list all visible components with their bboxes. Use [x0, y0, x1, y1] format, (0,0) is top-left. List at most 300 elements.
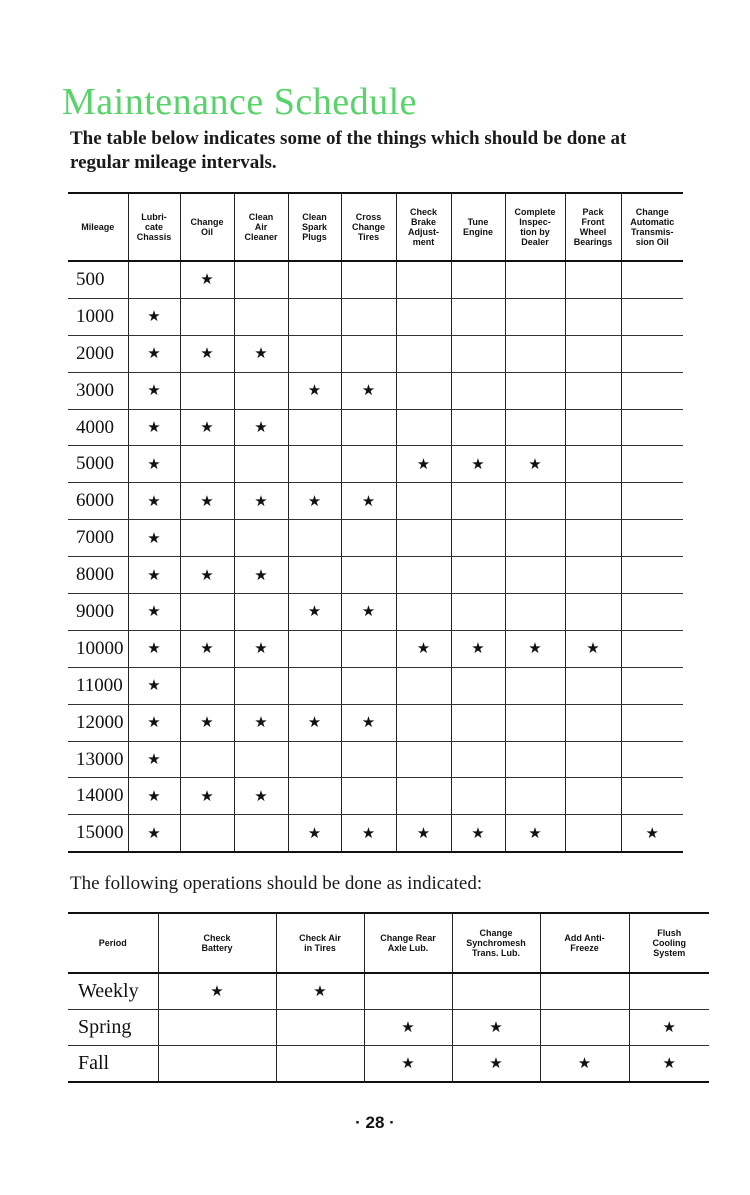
schedule-cell	[621, 741, 683, 778]
star-icon: ★	[147, 307, 161, 326]
schedule-cell	[396, 778, 451, 815]
schedule-cell	[341, 704, 396, 741]
schedule-cell	[505, 261, 565, 298]
star-icon: ★	[254, 418, 268, 436]
star-icon: ★	[210, 982, 224, 1000]
table-row	[68, 594, 683, 631]
schedule-cell	[621, 778, 683, 815]
schedule-cell	[288, 298, 341, 335]
schedule-cell	[451, 409, 505, 446]
schedule-cell	[158, 1046, 276, 1083]
star-icon: ★	[307, 823, 322, 842]
schedule-cell	[505, 704, 565, 741]
period-header-1: Check Battery	[158, 913, 276, 973]
schedule-cell	[341, 298, 396, 335]
schedule-cell	[364, 1046, 452, 1083]
schedule-cell	[128, 741, 180, 778]
schedule-cell	[234, 630, 288, 667]
mileage-value: 4000	[68, 409, 128, 446]
mileage-value: 12000	[68, 704, 128, 741]
star-icon: ★	[147, 528, 161, 547]
table-row	[68, 741, 683, 778]
star-icon: ★	[662, 1018, 676, 1036]
schedule-cell	[128, 409, 180, 446]
star-icon: ★	[147, 454, 161, 473]
schedule-cell	[452, 1046, 540, 1083]
star-icon: ★	[200, 786, 214, 805]
schedule-cell	[180, 741, 234, 778]
schedule-cell	[540, 1010, 629, 1046]
schedule-cell	[234, 704, 288, 741]
schedule-cell	[451, 520, 505, 557]
star-icon: ★	[147, 750, 161, 769]
mileage-header-0: Mileage	[68, 193, 128, 261]
star-icon: ★	[200, 344, 214, 363]
mileage-header-4: Clean Spark Plugs	[288, 193, 341, 261]
schedule-cell	[540, 973, 629, 1010]
schedule-cell	[180, 704, 234, 741]
schedule-cell	[180, 372, 234, 409]
star-icon: ★	[489, 1054, 503, 1072]
star-icon: ★	[471, 823, 485, 842]
table-row	[68, 778, 683, 815]
period-header-0: Period	[68, 913, 158, 973]
star-icon: ★	[254, 565, 268, 584]
schedule-cell	[621, 298, 683, 335]
schedule-cell	[128, 372, 180, 409]
schedule-cell	[451, 557, 505, 594]
mileage-header-1: Lubri- cate Chassis	[128, 193, 180, 261]
schedule-cell	[288, 594, 341, 631]
schedule-cell	[621, 594, 683, 631]
schedule-cell	[276, 973, 364, 1010]
period-header-3: Change Rear Axle Lub.	[364, 913, 452, 973]
schedule-cell	[565, 372, 621, 409]
page-title: Maintenance Schedule	[62, 81, 418, 123]
following-operations-text: The following operations should be done as indicated:	[70, 873, 483, 894]
schedule-cell	[128, 557, 180, 594]
mileage-value: 5000	[68, 446, 128, 483]
mileage-value: 2000	[68, 335, 128, 372]
mileage-value: 13000	[68, 741, 128, 778]
mileage-value: 3000	[68, 372, 128, 409]
schedule-cell	[288, 557, 341, 594]
schedule-cell	[128, 446, 180, 483]
mileage-value: 9000	[68, 594, 128, 631]
star-icon: ★	[401, 1054, 415, 1072]
table-row	[68, 446, 683, 483]
schedule-cell	[505, 335, 565, 372]
schedule-cell	[565, 630, 621, 667]
schedule-cell	[621, 409, 683, 446]
schedule-cell	[505, 741, 565, 778]
schedule-cell	[629, 973, 709, 1010]
schedule-cell	[565, 409, 621, 446]
schedule-cell	[128, 483, 180, 520]
star-icon: ★	[471, 639, 485, 658]
schedule-cell	[451, 372, 505, 409]
table-row	[68, 335, 683, 372]
schedule-cell	[234, 594, 288, 631]
star-icon: ★	[307, 491, 322, 510]
schedule-cell	[158, 973, 276, 1010]
schedule-cell	[505, 778, 565, 815]
schedule-cell	[621, 446, 683, 483]
schedule-cell	[341, 557, 396, 594]
schedule-cell	[565, 594, 621, 631]
table-row	[68, 261, 683, 298]
schedule-cell	[276, 1046, 364, 1083]
schedule-cell	[452, 973, 540, 1010]
star-icon: ★	[307, 381, 322, 400]
schedule-cell	[565, 335, 621, 372]
schedule-cell	[180, 815, 234, 852]
table-row	[68, 409, 683, 446]
schedule-cell	[288, 483, 341, 520]
schedule-cell	[180, 667, 234, 704]
table-row	[68, 1046, 709, 1083]
schedule-cell	[234, 520, 288, 557]
star-icon: ★	[200, 639, 214, 658]
schedule-cell	[341, 667, 396, 704]
table-row	[68, 815, 683, 852]
schedule-cell	[288, 335, 341, 372]
schedule-cell	[629, 1010, 709, 1046]
schedule-cell	[180, 778, 234, 815]
star-icon: ★	[471, 454, 485, 473]
schedule-cell	[234, 298, 288, 335]
schedule-cell	[396, 557, 451, 594]
schedule-cell	[341, 261, 396, 298]
schedule-cell	[621, 557, 683, 594]
table-row	[68, 483, 683, 520]
star-icon: ★	[147, 344, 161, 363]
schedule-cell	[128, 630, 180, 667]
schedule-cell	[621, 520, 683, 557]
schedule-cell	[565, 446, 621, 483]
mileage-value: 500	[68, 261, 128, 298]
schedule-cell	[565, 483, 621, 520]
mileage-value: 10000	[68, 630, 128, 667]
page-number: · 28 ·	[355, 1113, 395, 1132]
schedule-cell	[396, 298, 451, 335]
schedule-cell	[505, 667, 565, 704]
mileage-header-2: Change Oil	[180, 193, 234, 261]
schedule-cell	[451, 335, 505, 372]
schedule-cell	[180, 483, 234, 520]
schedule-cell	[128, 594, 180, 631]
star-icon: ★	[401, 1018, 415, 1036]
schedule-cell	[234, 483, 288, 520]
schedule-cell	[180, 446, 234, 483]
schedule-cell	[234, 667, 288, 704]
star-icon: ★	[147, 491, 161, 510]
star-icon: ★	[147, 381, 161, 400]
star-icon: ★	[200, 565, 214, 584]
star-icon: ★	[361, 602, 376, 621]
schedule-cell	[341, 741, 396, 778]
schedule-cell	[288, 741, 341, 778]
star-icon: ★	[577, 1054, 592, 1072]
mileage-header-10: Change Automatic Transmis- sion Oil	[621, 193, 683, 261]
star-icon: ★	[147, 713, 161, 732]
schedule-cell	[396, 372, 451, 409]
schedule-cell	[505, 557, 565, 594]
mileage-header-3: Clean Air Cleaner	[234, 193, 288, 261]
mileage-header-7: Tune Engine	[451, 193, 505, 261]
schedule-cell	[341, 778, 396, 815]
schedule-cell	[565, 741, 621, 778]
schedule-cell	[288, 704, 341, 741]
star-icon: ★	[416, 454, 431, 473]
star-icon: ★	[645, 823, 659, 842]
schedule-cell	[364, 1010, 452, 1046]
schedule-cell	[451, 815, 505, 852]
schedule-cell	[396, 594, 451, 631]
schedule-cell	[234, 557, 288, 594]
star-icon: ★	[200, 491, 214, 510]
schedule-cell	[276, 1010, 364, 1046]
schedule-cell	[451, 594, 505, 631]
star-icon: ★	[200, 713, 214, 732]
schedule-cell	[565, 704, 621, 741]
period-header-5: Add Anti- Freeze	[540, 913, 629, 973]
schedule-cell	[565, 815, 621, 852]
schedule-cell	[288, 815, 341, 852]
mileage-header-8: Complete Inspec- tion by Dealer	[505, 193, 565, 261]
star-icon: ★	[416, 823, 431, 842]
schedule-cell	[621, 815, 683, 852]
star-icon: ★	[200, 418, 214, 436]
mileage-value: 14000	[68, 778, 128, 815]
mileage-header-5: Cross Change Tires	[341, 193, 396, 261]
schedule-cell	[621, 261, 683, 298]
star-icon: ★	[361, 491, 376, 510]
schedule-cell	[288, 520, 341, 557]
schedule-cell	[505, 483, 565, 520]
schedule-cell	[180, 594, 234, 631]
schedule-cell	[128, 704, 180, 741]
schedule-cell	[451, 261, 505, 298]
star-icon: ★	[254, 786, 268, 805]
table-row	[68, 630, 683, 667]
schedule-cell	[234, 446, 288, 483]
schedule-cell	[180, 557, 234, 594]
schedule-cell	[396, 815, 451, 852]
schedule-cell	[505, 630, 565, 667]
schedule-cell	[128, 667, 180, 704]
star-icon: ★	[528, 454, 542, 473]
mileage-value: 7000	[68, 520, 128, 557]
star-icon: ★	[147, 418, 161, 436]
schedule-cell	[621, 704, 683, 741]
star-icon: ★	[313, 982, 327, 1000]
mileage-value: 8000	[68, 557, 128, 594]
schedule-cell	[234, 778, 288, 815]
schedule-cell	[396, 741, 451, 778]
schedule-cell	[341, 815, 396, 852]
mileage-table-header-row	[68, 193, 683, 261]
schedule-cell	[452, 1010, 540, 1046]
star-icon: ★	[147, 676, 161, 695]
schedule-cell	[565, 667, 621, 704]
schedule-cell	[180, 630, 234, 667]
table-row	[68, 1010, 709, 1046]
schedule-cell	[396, 335, 451, 372]
schedule-cell	[234, 815, 288, 852]
schedule-cell	[288, 446, 341, 483]
star-icon: ★	[361, 381, 376, 400]
table-row	[68, 667, 683, 704]
schedule-cell	[180, 335, 234, 372]
schedule-cell	[565, 298, 621, 335]
schedule-cell	[621, 372, 683, 409]
schedule-cell	[451, 741, 505, 778]
mileage-value: 1000	[68, 298, 128, 335]
period-value: Weekly	[68, 973, 158, 1010]
star-icon: ★	[254, 491, 268, 510]
schedule-cell	[341, 335, 396, 372]
schedule-cell	[621, 667, 683, 704]
schedule-cell	[396, 704, 451, 741]
schedule-cell	[158, 1010, 276, 1046]
star-icon: ★	[489, 1018, 503, 1036]
schedule-cell	[341, 483, 396, 520]
schedule-cell	[621, 630, 683, 667]
schedule-cell	[396, 520, 451, 557]
schedule-cell	[396, 667, 451, 704]
star-icon: ★	[147, 639, 161, 658]
schedule-cell	[234, 409, 288, 446]
schedule-cell	[621, 335, 683, 372]
schedule-cell	[234, 261, 288, 298]
schedule-cell	[288, 261, 341, 298]
schedule-cell	[505, 298, 565, 335]
period-header-2: Check Air in Tires	[276, 913, 364, 973]
schedule-cell	[451, 704, 505, 741]
schedule-cell	[234, 741, 288, 778]
schedule-cell	[621, 483, 683, 520]
schedule-cell	[396, 446, 451, 483]
schedule-cell	[128, 815, 180, 852]
schedule-cell	[341, 594, 396, 631]
mileage-value: 6000	[68, 483, 128, 520]
period-value: Fall	[68, 1046, 158, 1083]
mileage-value: 15000	[68, 815, 128, 852]
schedule-cell	[341, 409, 396, 446]
schedule-cell	[341, 520, 396, 557]
intro-paragraph: The table below indicates some of the things which should be done at regular mileage intervals.	[70, 128, 627, 173]
period-value: Spring	[68, 1010, 158, 1046]
schedule-cell	[341, 630, 396, 667]
schedule-cell	[341, 446, 396, 483]
schedule-cell	[451, 483, 505, 520]
schedule-cell	[396, 483, 451, 520]
schedule-cell	[288, 630, 341, 667]
star-icon: ★	[254, 344, 268, 363]
star-icon: ★	[254, 713, 268, 732]
schedule-cell	[288, 667, 341, 704]
table-row	[68, 298, 683, 335]
schedule-cell	[451, 446, 505, 483]
mileage-maintenance-table	[68, 192, 683, 853]
period-header-6: Flush Cooling System	[629, 913, 709, 973]
star-icon: ★	[361, 823, 376, 842]
schedule-cell	[451, 778, 505, 815]
table-row	[68, 520, 683, 557]
schedule-cell	[180, 298, 234, 335]
schedule-cell	[364, 973, 452, 1010]
schedule-cell	[128, 335, 180, 372]
star-icon: ★	[662, 1054, 676, 1072]
schedule-cell	[505, 594, 565, 631]
table-row	[68, 372, 683, 409]
schedule-cell	[341, 372, 396, 409]
schedule-cell	[565, 557, 621, 594]
star-icon: ★	[147, 565, 161, 584]
schedule-cell	[128, 520, 180, 557]
star-icon: ★	[416, 639, 431, 658]
star-icon: ★	[147, 786, 161, 805]
schedule-cell	[505, 409, 565, 446]
schedule-cell	[396, 409, 451, 446]
schedule-cell	[505, 815, 565, 852]
table-row	[68, 973, 709, 1010]
mileage-value: 11000	[68, 667, 128, 704]
schedule-cell	[451, 298, 505, 335]
schedule-cell	[629, 1046, 709, 1083]
schedule-cell	[451, 630, 505, 667]
schedule-cell	[565, 520, 621, 557]
star-icon: ★	[307, 713, 322, 732]
star-icon: ★	[528, 639, 542, 658]
star-icon: ★	[200, 270, 214, 289]
star-icon: ★	[147, 823, 161, 842]
schedule-cell	[288, 372, 341, 409]
schedule-cell	[128, 778, 180, 815]
schedule-cell	[288, 409, 341, 446]
schedule-cell	[234, 372, 288, 409]
schedule-cell	[396, 630, 451, 667]
star-icon: ★	[254, 639, 268, 658]
star-icon: ★	[147, 602, 161, 621]
schedule-cell	[180, 261, 234, 298]
mileage-header-9: Pack Front Wheel Bearings	[565, 193, 621, 261]
schedule-cell	[288, 778, 341, 815]
schedule-cell	[540, 1046, 629, 1083]
schedule-cell	[451, 667, 505, 704]
schedule-cell	[128, 298, 180, 335]
schedule-cell	[396, 261, 451, 298]
schedule-cell	[565, 261, 621, 298]
schedule-cell	[505, 520, 565, 557]
schedule-cell	[180, 520, 234, 557]
period-table-header-row	[68, 913, 709, 973]
period-header-4: Change Synchromesh Trans. Lub.	[452, 913, 540, 973]
period-maintenance-table	[68, 912, 709, 1083]
mileage-header-6: Check Brake Adjust- ment	[396, 193, 451, 261]
star-icon: ★	[307, 602, 322, 621]
schedule-cell	[565, 778, 621, 815]
star-icon: ★	[586, 639, 600, 658]
table-row	[68, 557, 683, 594]
schedule-cell	[505, 372, 565, 409]
schedule-cell	[505, 446, 565, 483]
star-icon: ★	[361, 713, 376, 732]
schedule-cell	[128, 261, 180, 298]
schedule-cell	[234, 335, 288, 372]
star-icon: ★	[528, 823, 542, 842]
